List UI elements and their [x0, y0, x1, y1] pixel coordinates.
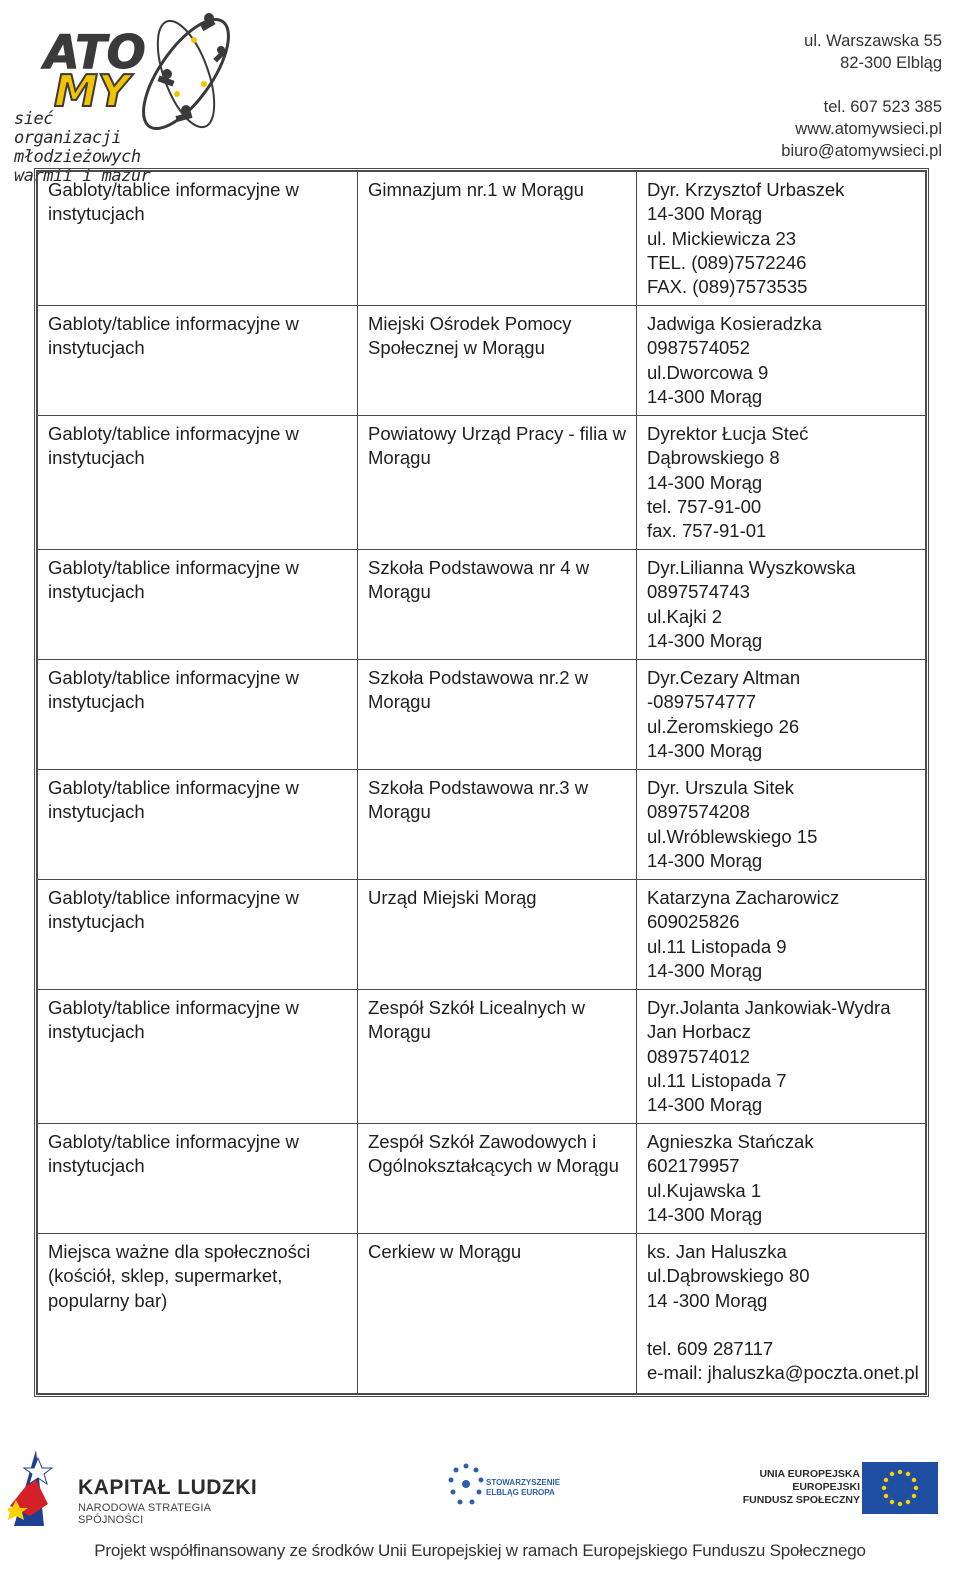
cell-contact-line: Dyr.Jolanta Jankowiak-Wydra — [647, 997, 891, 1018]
cofinancing-note: Projekt współfinansowany ze środków Unii Europejskiej w ramach Europejskiego Funduszu Społecznego — [94, 1541, 866, 1560]
cell-contact-line: tel. 757-91-00 — [647, 495, 762, 517]
table-row — [38, 990, 926, 1124]
address-street: ul. Warszawska 55 — [804, 32, 942, 50]
cell-institution-line: Miejski Ośrodek Pomocy — [368, 313, 572, 334]
cell-contact-line: 0897574743 — [647, 581, 750, 603]
table-row — [38, 1234, 926, 1394]
cell-contact — [637, 660, 926, 770]
cell-type-line: instytucjach — [48, 691, 145, 713]
cell-institution-line: Urząd Miejski Morąg — [368, 887, 537, 908]
logo-wordmark-top: ATO — [44, 25, 146, 79]
table-row — [38, 416, 926, 550]
cell-contact-line: 14-300 Morąg — [647, 203, 763, 225]
cell-type-line: instytucjach — [48, 581, 145, 603]
cell-contact-line: Dyr.Cezary Altman — [647, 667, 801, 688]
cell-type-line: Miejsca ważne dla społeczności — [48, 1241, 311, 1262]
cell-type-line: Gabloty/tablice informacyjne w — [48, 997, 299, 1018]
cell-contact — [637, 306, 926, 416]
cell-institution-line: Społecznej w Morągu — [368, 337, 545, 359]
table-row — [38, 550, 926, 660]
cell-institution-line: Zespół Szkół Licealnych w — [368, 997, 585, 1018]
cell-contact-line: Jan Horbacz — [647, 1021, 751, 1043]
stowarzyszenie-stars-icon — [446, 1458, 486, 1518]
cell-contact-line: Dyr.Lilianna Wyszkowska — [647, 557, 856, 578]
eu-logo — [740, 1462, 950, 1517]
cell-institution — [358, 306, 637, 416]
logo-tagline-line: warmii i mazur — [14, 166, 151, 186]
cell-institution — [358, 770, 637, 880]
cell-contact-line: ks. Jan Haluszka — [647, 1241, 787, 1262]
stowarzyszenie-name: STOWARZYSZENIE ELBLĄG EUROPA — [486, 1478, 561, 1497]
cell-contact — [637, 172, 926, 306]
cell-institution-line: Cerkiew w Morągu — [368, 1241, 522, 1262]
cell-type-line: Gabloty/tablice informacyjne w — [48, 179, 299, 200]
eu-text-line: EUROPEJSKI — [792, 1481, 860, 1493]
directory-table-body — [38, 172, 926, 1394]
cell-contact-line: 602179957 — [647, 1155, 740, 1177]
cell-institution — [358, 880, 637, 990]
cell-type-line: Gabloty/tablice informacyjne w — [48, 557, 299, 578]
cell-contact-line — [647, 1313, 915, 1337]
contact-phone: tel. 607 523 385 — [823, 98, 942, 116]
cell-contact-line: Katarzyna Zacharowicz — [647, 887, 840, 908]
cell-type — [38, 550, 358, 660]
cell-institution-line: Morągu — [368, 447, 431, 469]
cell-contact-line: Dyr. Urszula Sitek — [647, 777, 795, 798]
eu-text — [743, 1468, 860, 1507]
cell-contact-line: ul.Dąbrowskiego 80 — [647, 1265, 810, 1287]
cell-institution-line: Morągu — [368, 581, 431, 603]
cell-contact-line: e-mail: jhaluszka@poczta.onet.pl — [647, 1362, 919, 1384]
eu-text-line: FUNDUSZ SPOŁECZNY — [742, 1494, 860, 1506]
cell-institution-line: Zespół Szkół Zawodowych i — [368, 1131, 597, 1152]
cell-contact-line: tel. 609 287117 — [647, 1338, 774, 1360]
table-row — [38, 172, 926, 306]
cell-type — [38, 416, 358, 550]
table-row — [38, 770, 926, 880]
cell-institution — [358, 550, 637, 660]
cell-type-line: (kościół, sklep, supermarket, — [48, 1265, 283, 1287]
cell-type-line: instytucjach — [48, 337, 145, 359]
cell-type-line: instytucjach — [48, 203, 145, 225]
cell-contact-line: Jadwiga Kosieradzka — [647, 313, 822, 334]
eu-text-line: UNIA EUROPEJSKA — [759, 1468, 860, 1480]
logo-tagline-line: młodzieżowych — [14, 147, 141, 167]
footer-logos — [0, 1440, 960, 1535]
cell-type-line: Gabloty/tablice informacyjne w — [48, 777, 299, 798]
kapital-ludzki-title: KAPITAŁ LUDZKI — [78, 1476, 258, 1499]
cell-contact-line: 609025826 — [647, 911, 740, 933]
cell-contact-line: TEL. (089)7572246 — [647, 251, 807, 273]
cell-contact-line: 14-300 Morąg — [647, 849, 763, 871]
cell-type-line: Gabloty/tablice informacyjne w — [48, 313, 299, 334]
cell-contact-line: ul.Dworcowa 9 — [647, 361, 769, 383]
cell-contact — [637, 1124, 926, 1234]
cell-institution — [358, 1234, 637, 1394]
cell-type — [38, 660, 358, 770]
cell-contact — [637, 990, 926, 1124]
cell-contact-line: 14-300 Morąg — [647, 385, 763, 407]
cell-contact-line: Dyrektor Łucja Steć — [647, 423, 809, 444]
cell-contact-line: ul.11 Listopada 9 — [647, 935, 787, 957]
cell-contact-line: 14-300 Morąg — [647, 471, 763, 493]
cell-institution — [358, 172, 637, 306]
cell-type-line: Gabloty/tablice informacyjne w — [48, 423, 299, 444]
cell-contact-line: 14-300 Morąg — [647, 1094, 763, 1116]
stowarzyszenie-logo — [446, 1458, 561, 1518]
cell-institution — [358, 660, 637, 770]
cell-type — [38, 306, 358, 416]
logo-wordmark-bottom: MY — [54, 66, 130, 117]
cell-contact-line: 0987574052 — [647, 337, 750, 359]
cell-contact-line: ul.Kujawska 1 — [647, 1179, 762, 1201]
logo-tagline-line: sieć organizacji — [14, 109, 122, 148]
cell-type-line: Gabloty/tablice informacyjne w — [48, 887, 299, 908]
cell-type — [38, 990, 358, 1124]
cell-type-line: instytucjach — [48, 911, 145, 933]
directory-table-frame — [34, 168, 929, 1397]
cell-contact-line: 14-300 Morąg — [647, 959, 763, 981]
cell-type — [38, 880, 358, 990]
table-row — [38, 1124, 926, 1234]
cell-contact-line: ul.Żeromskiego 26 — [647, 715, 800, 737]
cell-institution-line: Morągu — [368, 801, 431, 823]
cell-type — [38, 172, 358, 306]
cell-institution-line: Szkoła Podstawowa nr 4 w — [368, 557, 590, 578]
cell-contact-line: Agnieszka Stańczak — [647, 1131, 814, 1152]
address-city: 82-300 Elbląg — [840, 54, 942, 72]
cell-contact-line: 0897574012 — [647, 1045, 750, 1067]
cell-contact-line: ul.Kajki 2 — [647, 605, 723, 627]
kapital-ludzki-emblem — [8, 1446, 74, 1531]
cell-contact-line: fax. 757-91-01 — [647, 520, 767, 542]
cell-contact-line: Dyr. Krzysztof Urbaszek — [647, 179, 845, 200]
cell-institution-line: Morągu — [368, 691, 431, 713]
cell-institution-line: Gimnazjum nr.1 w Morągu — [368, 179, 584, 200]
cell-institution — [358, 990, 637, 1124]
cell-institution-line: Szkoła Podstawowa nr.2 w — [368, 667, 589, 688]
cell-type-line: instytucjach — [48, 1155, 145, 1177]
cell-type-line: popularny bar) — [48, 1289, 168, 1311]
cell-contact-line: 14 -300 Morąg — [647, 1289, 768, 1311]
cell-contact-line: 14-300 Morąg — [647, 1203, 763, 1225]
directory-table — [37, 171, 926, 1394]
cell-institution-line: Ogólnokształcących w Morągu — [368, 1155, 619, 1177]
cell-contact — [637, 770, 926, 880]
cell-contact-line: ul.11 Listopada 7 — [647, 1069, 787, 1091]
cell-institution-line: Szkoła Podstawowa nr.3 w — [368, 777, 589, 798]
table-row — [38, 880, 926, 990]
cell-type — [38, 1234, 358, 1394]
cell-institution — [358, 416, 637, 550]
cell-institution-line: Morągu — [368, 1021, 431, 1043]
cell-contact-line: 14-300 Morąg — [647, 739, 763, 761]
eu-flag-icon — [862, 1462, 938, 1514]
cell-contact — [637, 416, 926, 550]
cell-contact-line: 14-300 Morąg — [647, 629, 763, 651]
cell-contact-line: -0897574777 — [647, 691, 757, 713]
kapital-ludzki-subtitle: NARODOWA STRATEGIA SPÓJNOŚCI — [78, 1502, 211, 1526]
contact-email[interactable]: biuro@atomywsieci.pl — [781, 142, 942, 160]
cell-contact-line: Dąbrowskiego 8 — [647, 447, 780, 469]
cell-type-line: Gabloty/tablice informacyjne w — [48, 667, 299, 688]
kapital-ludzki-logo — [8, 1446, 278, 1531]
organization-contact — [682, 30, 942, 162]
cell-institution-line: Powiatowy Urząd Pracy - filia w — [368, 423, 627, 444]
cell-type — [38, 770, 358, 880]
cell-contact — [637, 550, 926, 660]
cell-contact-line: ul.Wróblewskiego 15 — [647, 825, 818, 847]
cell-contact — [637, 1234, 926, 1394]
cell-type-line: Gabloty/tablice informacyjne w — [48, 1131, 299, 1152]
cell-type-line: instytucjach — [48, 1021, 145, 1043]
cell-contact-line: FAX. (089)7573535 — [647, 276, 808, 298]
cell-institution — [358, 1124, 637, 1234]
atomy-logo — [6, 6, 246, 186]
cell-type — [38, 1124, 358, 1234]
cell-type-line: instytucjach — [48, 801, 145, 823]
cell-type-line: instytucjach — [48, 447, 145, 469]
cell-contact — [637, 880, 926, 990]
contact-website[interactable]: www.atomywsieci.pl — [795, 120, 942, 138]
table-row — [38, 660, 926, 770]
cell-contact-line: ul. Mickiewicza 23 — [647, 227, 797, 249]
cell-contact-line: 0897574208 — [647, 801, 750, 823]
table-row — [38, 306, 926, 416]
